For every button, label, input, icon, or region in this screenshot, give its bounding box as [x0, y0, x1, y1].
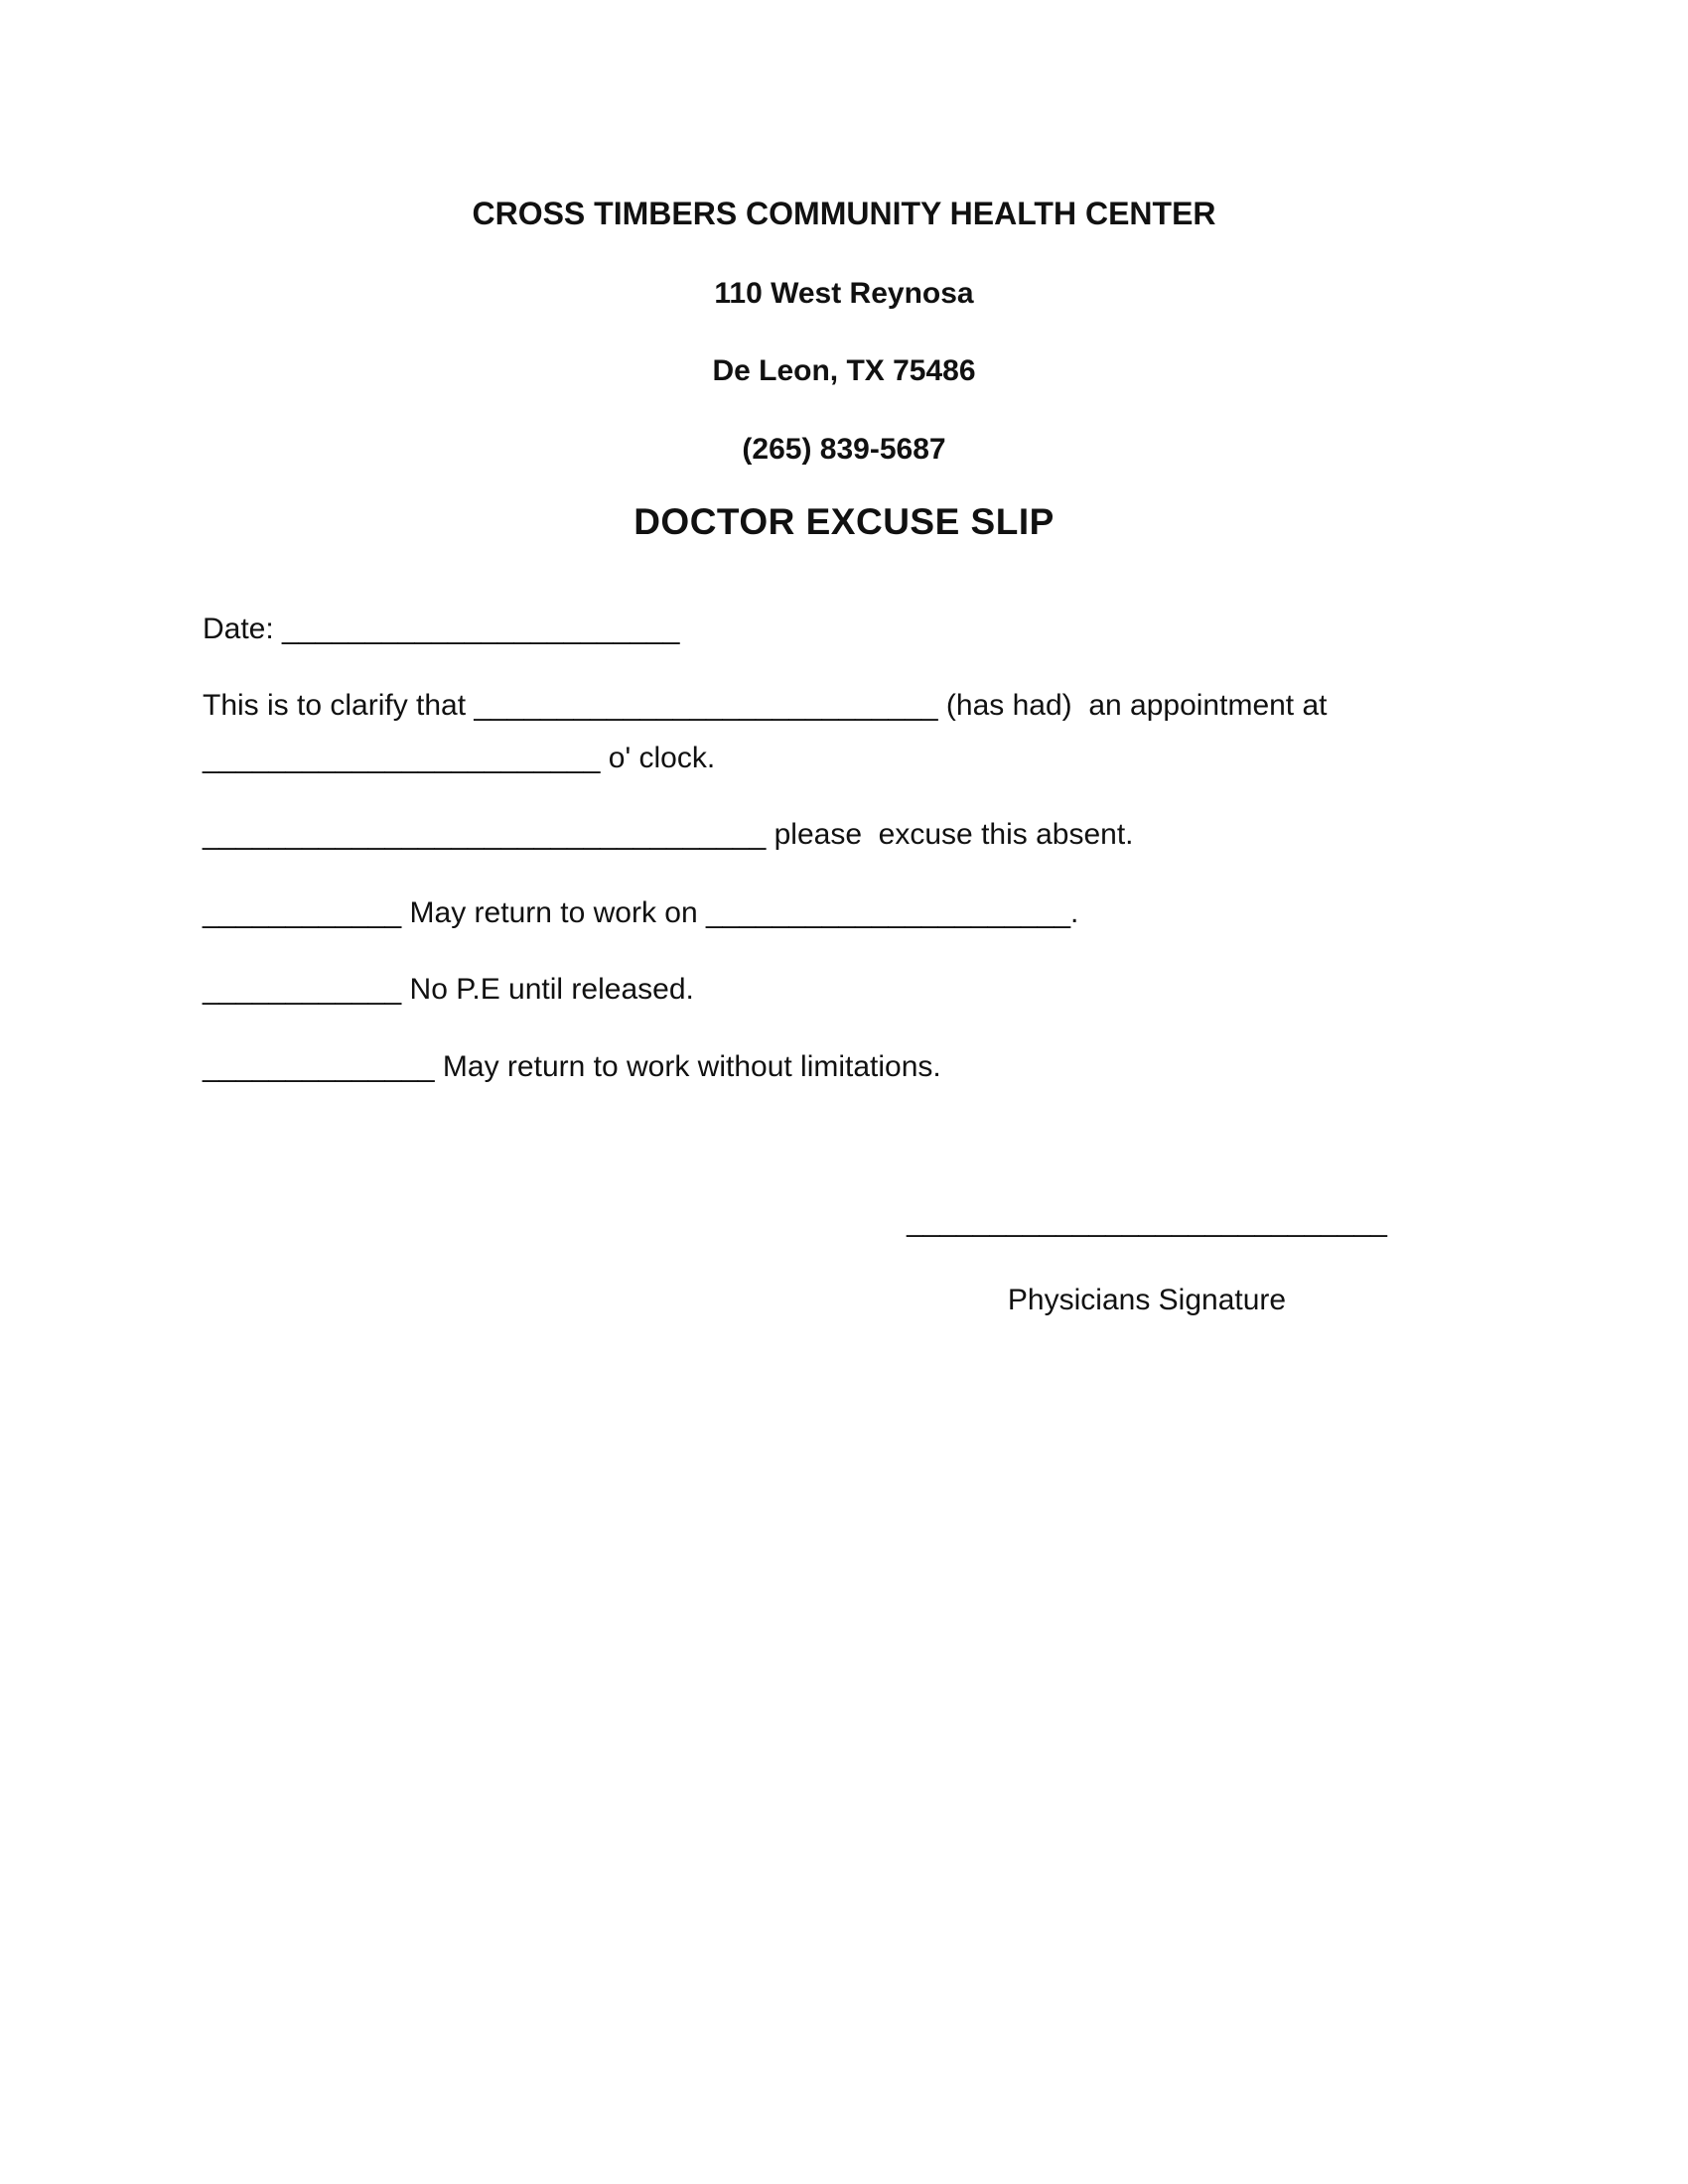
clarify-line: This is to clarify that ____________________________ (has had) an appointment at	[203, 689, 1328, 722]
no-pe-line: ____________ No P.E until released.	[203, 973, 694, 1006]
clinic-name: CROSS TIMBERS COMMUNITY HEALTH CENTER	[472, 196, 1216, 231]
signature-block	[899, 1205, 1395, 1316]
date-line: Date: ________________________	[203, 613, 680, 645]
signature-label: Physicians Signature	[1007, 1284, 1287, 1316]
clinic-address-line1: 110 West Reynosa	[714, 277, 974, 310]
excuse-absent-line: __________________________________ please excuse this absent.	[203, 818, 1134, 851]
signature-line: _____________________________	[907, 1205, 1387, 1238]
form-title: DOCTOR EXCUSE SLIP	[633, 501, 1055, 542]
clinic-address-line2: De Leon, TX 75486	[712, 354, 976, 387]
clinic-phone: (265) 839-5687	[742, 433, 946, 466]
no-limitations-line: ______________ May return to work without limitations.	[203, 1050, 941, 1083]
return-to-work-line: ____________ May return to work on ______________________.	[203, 896, 1079, 929]
oclock-line: ________________________ o' clock.	[203, 742, 716, 774]
